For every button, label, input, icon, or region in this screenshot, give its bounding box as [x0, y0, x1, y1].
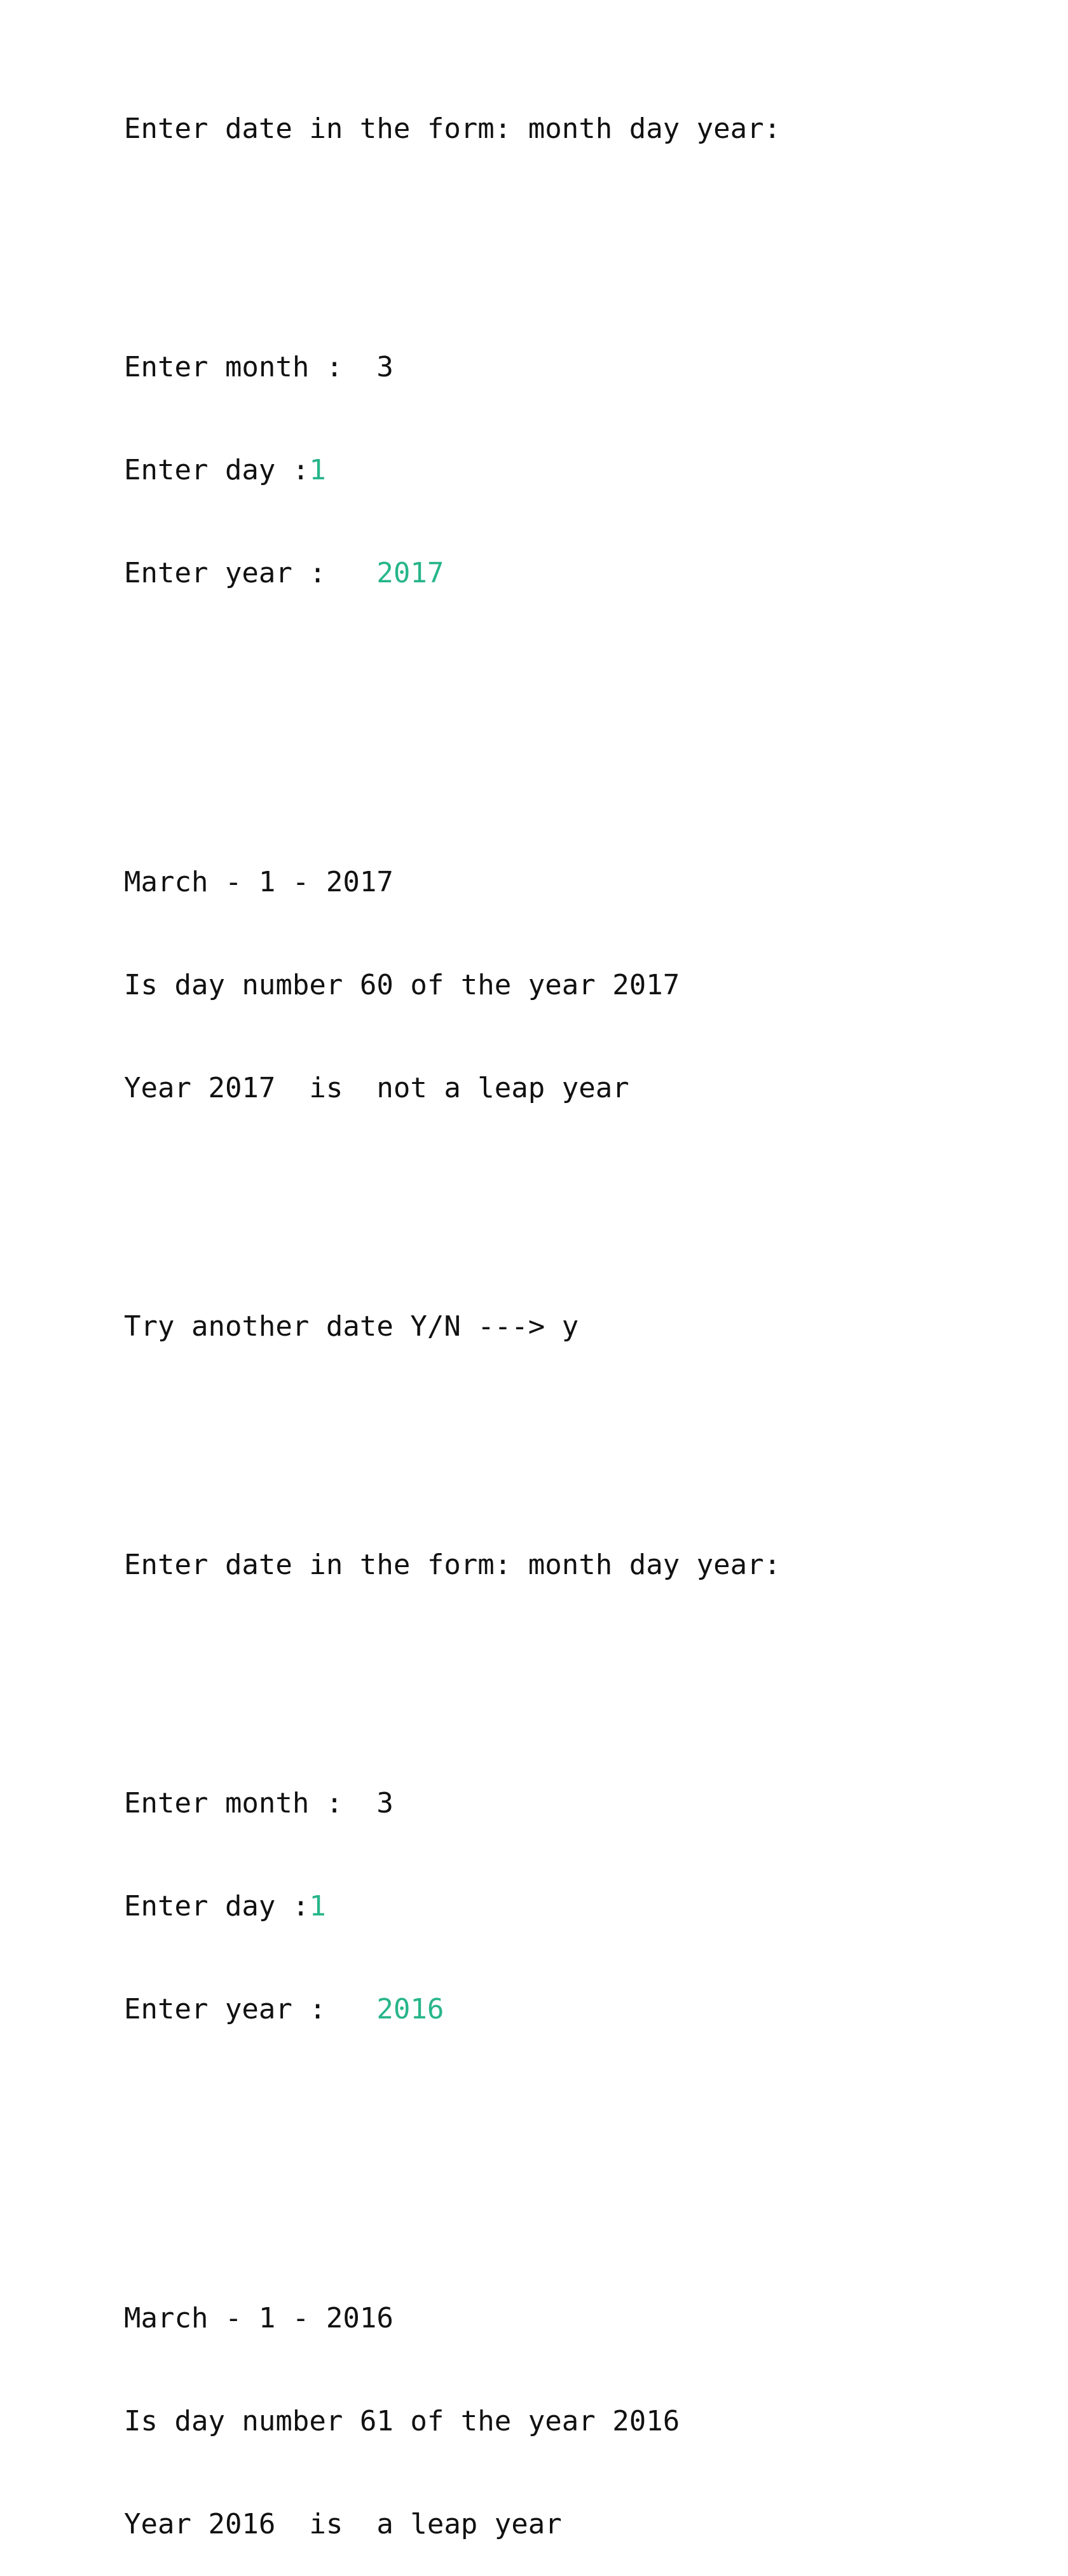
blank-lines	[124, 2126, 1039, 2202]
date-format-prompt: Enter date in the form: month day year:	[124, 1549, 781, 1581]
year-input-line	[124, 554, 1039, 593]
month-label: Enter month :	[124, 1787, 377, 1819]
blank-line	[124, 1411, 1039, 1449]
blank-lines	[124, 690, 1039, 766]
blank-line	[124, 1649, 1039, 1687]
result-day-number: Is day number 60 of the year 2017	[124, 969, 680, 1001]
month-value: 3	[376, 351, 394, 383]
month-label: Enter month :	[124, 351, 377, 383]
day-value: 1	[309, 454, 326, 486]
blank-line	[124, 213, 1039, 251]
day-input-line	[124, 1887, 1039, 1926]
day-value: 1	[309, 1890, 326, 1922]
day-input-line	[124, 451, 1039, 490]
result-leap-status: Year 2016 is a leap year	[124, 2508, 562, 2540]
result-leap-status: Year 2017 is not a leap year	[124, 1072, 629, 1104]
year-value: 2017	[376, 557, 444, 589]
month-input-line	[124, 348, 1039, 387]
year-label: Enter year :	[124, 557, 377, 589]
try-again-prompt: Try another date Y/N ---> y	[124, 1310, 579, 1343]
result-date: March - 1 - 2017	[124, 866, 394, 898]
year-label: Enter year :	[124, 1993, 377, 2025]
month-value: 3	[376, 1787, 394, 1819]
day-label: Enter day :	[124, 454, 310, 486]
blank-line	[124, 1172, 1039, 1210]
result-day-number: Is day number 61 of the year 2016	[124, 2405, 680, 2437]
year-value: 2016	[376, 1993, 444, 2025]
result-date: March - 1 - 2016	[124, 2302, 394, 2334]
year-input-line	[124, 1990, 1039, 2029]
date-format-prompt: Enter date in the form: month day year:	[124, 113, 781, 145]
console-output	[124, 13, 1039, 2576]
day-label: Enter day :	[124, 1890, 310, 1922]
month-input-line	[124, 1785, 1039, 1823]
